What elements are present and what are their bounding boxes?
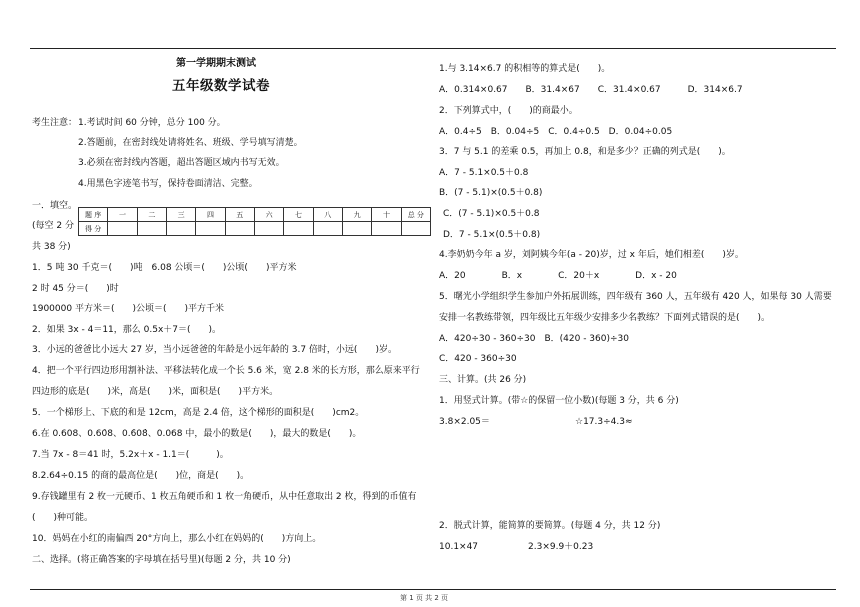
score-input-cell[interactable] xyxy=(401,222,430,236)
top-rule xyxy=(30,48,836,49)
score-table-score-row xyxy=(79,222,431,236)
section-1-points: (每空 2 分 xyxy=(32,221,74,231)
calc-1b: ☆17.3÷4.3≈ xyxy=(575,417,633,427)
score-cell: 六 xyxy=(254,208,283,222)
calc-2a: 10.1×47 xyxy=(439,542,479,552)
note-3: 3.必须在密封线内答题，超出答题区域内书写无效。 xyxy=(78,158,285,168)
score-input-cell[interactable] xyxy=(225,222,254,236)
question-6: 6.在 0.608、0.60̇8、0.6̇08̇、0.068 中，最小的数是( )，最大的数是( )。 xyxy=(32,429,362,439)
question-9b: ( )种可能。 xyxy=(32,513,94,523)
choice-3-option-b: B．(7 - 5.1)×(0.5＋0.8) xyxy=(439,188,543,198)
score-input-cell[interactable] xyxy=(284,222,313,236)
score-cell: 十 xyxy=(372,208,401,222)
question-1c: 1900000 平方米＝( )公顷＝( )平方千米 xyxy=(32,304,224,314)
score-cell: 八 xyxy=(313,208,342,222)
note-4: 4.用黑色字迹笔书写，保持卷面清洁、完整。 xyxy=(78,179,258,189)
exam-title: 五年级数学试卷 xyxy=(172,78,270,94)
score-table-header-row xyxy=(79,208,431,222)
score-input-cell[interactable] xyxy=(137,222,166,236)
score-cell: 五 xyxy=(225,208,254,222)
question-9a: 9.存钱罐里有 2 枚一元硬币、1 枚五角硬币和 1 枚一角硬币，从中任意取出 2 枚，得到的币值有 xyxy=(32,492,417,502)
choice-3: 3．7 与 5.1 的差乘 0.5，再加上 0.8，和是多少？正确的列式是( )。 xyxy=(439,147,731,157)
score-cell: 一 xyxy=(108,208,137,222)
question-1b: 2 时 45 分＝( )时 xyxy=(32,284,119,294)
choice-5-option-c: C．420 - 360÷30 xyxy=(439,354,517,364)
score-input-cell[interactable] xyxy=(166,222,195,236)
choice-5-options-ab: A．420÷30 - 360÷30 B．(420 - 360)÷30 xyxy=(439,334,629,344)
score-input-cell[interactable] xyxy=(108,222,137,236)
choice-3-option-d: D．7 - 5.1×(0.5＋0.8) xyxy=(443,230,541,240)
score-table xyxy=(78,207,431,236)
score-row-label: 得 分 xyxy=(79,222,108,236)
score-cell: 二 xyxy=(137,208,166,222)
score-cell: 九 xyxy=(342,208,371,222)
score-input-cell[interactable] xyxy=(313,222,342,236)
notes-label: 考生注意： xyxy=(32,118,78,128)
score-cell: 总 分 xyxy=(401,208,430,222)
section-1-total: 共 38 分) xyxy=(32,242,71,252)
question-4b: 四边形的底是( )米，高是( )米，面积是( )平方米。 xyxy=(32,387,279,397)
question-7: 7.当 7x - 8＝41 时，5.2x＋x - 1.1＝( )。 xyxy=(32,450,229,460)
section-1-title: 一．填空。 xyxy=(32,201,78,211)
choice-3-option-c: C．(7 - 5.1)×0.5＋0.8 xyxy=(443,209,540,219)
question-1a: 1．5 吨 30 千克＝( )吨 6.08 公顷＝( )公顷( )平方米 xyxy=(32,263,297,273)
calc-1-instructions: 1．用竖式计算。(带☆的保留一位小数)(每题 3 分，共 6 分) xyxy=(439,396,679,406)
score-input-cell[interactable] xyxy=(196,222,225,236)
score-cell: 七 xyxy=(284,208,313,222)
choice-5b: 安排一名教练带领，四年级比五年级少安排多少名教练？下面列式错误的是( )。 xyxy=(439,313,771,323)
choice-1: 1.与 3.14×6.7 的积相等的算式是( )。 xyxy=(439,64,611,74)
question-8: 8.2.64÷0.15 的商的最高位是( )位，商是( )。 xyxy=(32,471,250,481)
choice-4-options: A．20 B．x C．20＋x D．x - 20 xyxy=(439,271,677,281)
note-2: 2.答题前，在密封线处请将姓名、班级、学号填写清楚。 xyxy=(78,138,303,148)
score-input-cell[interactable] xyxy=(372,222,401,236)
score-cell: 题 序 xyxy=(79,208,108,222)
question-3: 3．小远的爸爸比小远大 27 岁，当小远爸爸的年龄是小远年龄的 3.7 倍时，小远( )岁。 xyxy=(32,345,397,355)
score-cell: 三 xyxy=(166,208,195,222)
choice-5a: 5．曙光小学组织学生参加户外拓展训练，四年级有 360 人，五年级有 420 人，如果每 30 人需要 xyxy=(439,292,832,302)
question-5: 5．一个梯形上、下底的和是 12cm，高是 2.4 倍，这个梯形的面积是( )cm2。 xyxy=(32,408,365,418)
score-input-cell[interactable] xyxy=(254,222,283,236)
choice-2-options: A．0.4÷5 B．0.04÷5 C．0.4÷0.5 D．0.04÷0.05 xyxy=(439,127,673,137)
bottom-rule xyxy=(30,589,836,590)
calc-1a: 3.8×2.05＝ xyxy=(439,417,490,427)
calc-2b: 2.3×9.9＋0.23 xyxy=(528,542,594,552)
choice-2: 2．下列算式中，( )的商最小。 xyxy=(439,106,578,116)
exam-subtitle: 第一学期期末测试 xyxy=(176,58,256,69)
choice-1-options: A．0.314×0.67 B．31.4×67 C．31.4×0.67 D．314×6.7 xyxy=(439,85,743,95)
calc-2-instructions: 2．脱式计算，能简算的要简算。(每题 4 分，共 12 分) xyxy=(439,521,661,531)
question-2: 2．如果 3x - 4＝11，那么 0.5x＋7＝( )。 xyxy=(32,325,222,335)
question-4a: 4．把一个平行四边形用割补法、平移法转化成一个长 5.6 米，宽 2.8 米的长方形，那么原来平行 xyxy=(32,366,420,376)
section-2-title: 二、选择。(将正确答案的字母填在括号里)(每题 2 分，共 10 分) xyxy=(32,555,291,565)
score-cell: 四 xyxy=(196,208,225,222)
question-10: 10．妈妈在小红的南偏西 20°方向上，那么小红在妈妈的( )方向上。 xyxy=(32,534,322,544)
choice-3-option-a: A．7 - 5.1×0.5＋0.8 xyxy=(439,168,529,178)
note-1: 1.考试时间 60 分钟，总分 100 分。 xyxy=(78,118,226,128)
section-3-title: 三、计算。(共 26 分) xyxy=(439,375,527,385)
choice-4: 4.李奶奶今年 a 岁，刘阿姨今年(a - 20)岁，过 x 年后，她们相差( )岁。 xyxy=(439,250,744,260)
page-footer: 第 1 页 共 2 页 xyxy=(400,594,449,602)
score-input-cell[interactable] xyxy=(342,222,371,236)
